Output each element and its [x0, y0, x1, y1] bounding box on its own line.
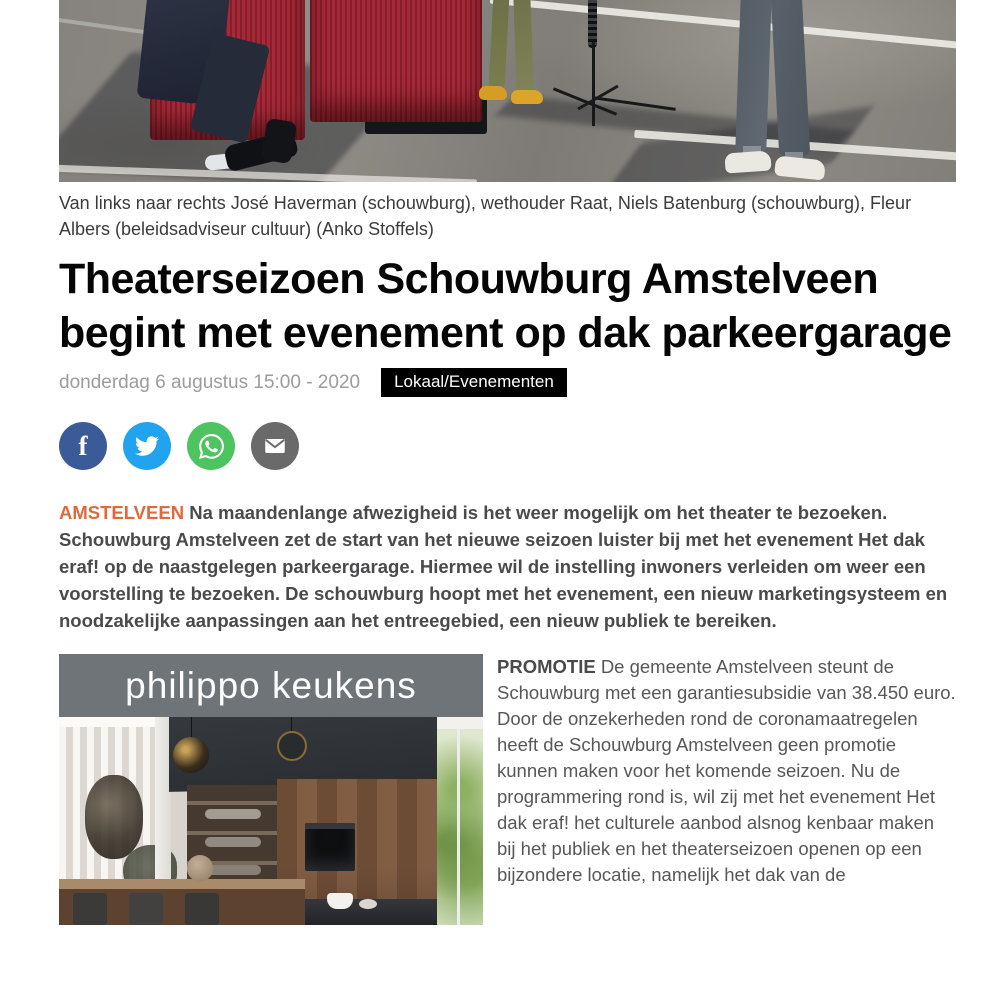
- facebook-icon: f: [78, 430, 88, 461]
- intro-location-lead: AMSTELVEEN: [59, 502, 185, 523]
- window-mullion: [457, 729, 460, 925]
- twitter-share-button[interactable]: [123, 422, 171, 470]
- red-theater-chair: [310, 0, 482, 122]
- yellow-shoe: [511, 90, 543, 104]
- microphone-stand: [592, 42, 595, 126]
- email-share-button[interactable]: [251, 422, 299, 470]
- parking-line: [490, 0, 956, 50]
- ad-banner: [59, 654, 483, 717]
- category-tag[interactable]: Lokaal/Evenementen: [381, 368, 567, 397]
- email-icon: [262, 433, 288, 459]
- pendant-cord: [191, 717, 192, 739]
- article-columns: [59, 654, 956, 925]
- twitter-icon: [135, 434, 159, 458]
- hero-photo: [59, 0, 956, 182]
- facebook-share-button[interactable]: [59, 422, 107, 470]
- whatsapp-share-button[interactable]: [187, 422, 235, 470]
- standing-person-leg: [513, 0, 533, 92]
- whatsapp-icon: [199, 434, 224, 459]
- body-promotie-lead: PROMOTIE: [497, 656, 596, 677]
- advertisement[interactable]: [59, 654, 483, 925]
- publish-date: donderdag 6 augustus 15:00 - 2020: [59, 371, 361, 393]
- right-person-leg: [735, 0, 771, 152]
- ad-kitchen-photo: [59, 717, 483, 925]
- teapot: [359, 899, 377, 909]
- body-text: De gemeente Amstelveen steunt de Schouwburg met een garantiesubsidie van 38.450 euro. Door de onzekerheden rond de coronamaatregelen heeft de Schouwburg Amstelveen geen promotie kunnen maken voor het komende seizoen. Nu de programmering rond is, wil zij met het evenement Het dak eraf! het culturele aanbod alsnog kenbaar maken bij het publiek en het theaterseizoen openen op een bijzondere locatie, namelijk het dak van de: [497, 656, 956, 885]
- white-sneaker: [724, 150, 771, 173]
- share-buttons: [59, 422, 956, 470]
- photo-caption: Van links naar rechts José Haverman (schouwburg), wethouder Raat, Niels Batenburg (schouwburg), Fleur Albers (beleidsadviseur cultuur) (Anko Stoffels): [59, 193, 912, 239]
- yellow-shoe: [479, 86, 507, 100]
- intro-text: Na maandenlange afwezigheid is het weer mogelijk om het theater te bezoeken. Schouwburg Amstelveen zet de start van het nieuwe seizoen luister bij met het evenement Het dak eraf! op de naastgelegen parkeergarage. Hiermee wil de instelling inwoners verleiden om weer een voorstelling te bezoeken. De schouwburg hoopt met het evenement, een nieuw marketingsysteem en noodzakelijke aanpassingen aan het entreegebied, een nieuw publiek te bereiken.: [59, 502, 948, 631]
- bar-stools: [73, 893, 107, 925]
- standing-person-leg: [489, 0, 510, 88]
- ad-brand-name: philippo keukens: [125, 664, 417, 706]
- vase: [187, 855, 213, 881]
- pendant-lamp: [277, 731, 307, 761]
- dishes: [205, 809, 261, 819]
- built-in-oven: [305, 823, 355, 871]
- microphone-cable: [588, 0, 597, 48]
- article-headline: Theaterseizoen Schouwburg Amstelveen begint met evenement op dak parkeergarage: [59, 255, 952, 357]
- article-body: [497, 654, 956, 925]
- article-intro: [59, 499, 956, 634]
- article-meta: [59, 368, 956, 397]
- cake-stand: [327, 893, 353, 909]
- pendant-lamp: [173, 737, 209, 773]
- garden-window: [437, 717, 483, 925]
- wall-art: [85, 775, 143, 859]
